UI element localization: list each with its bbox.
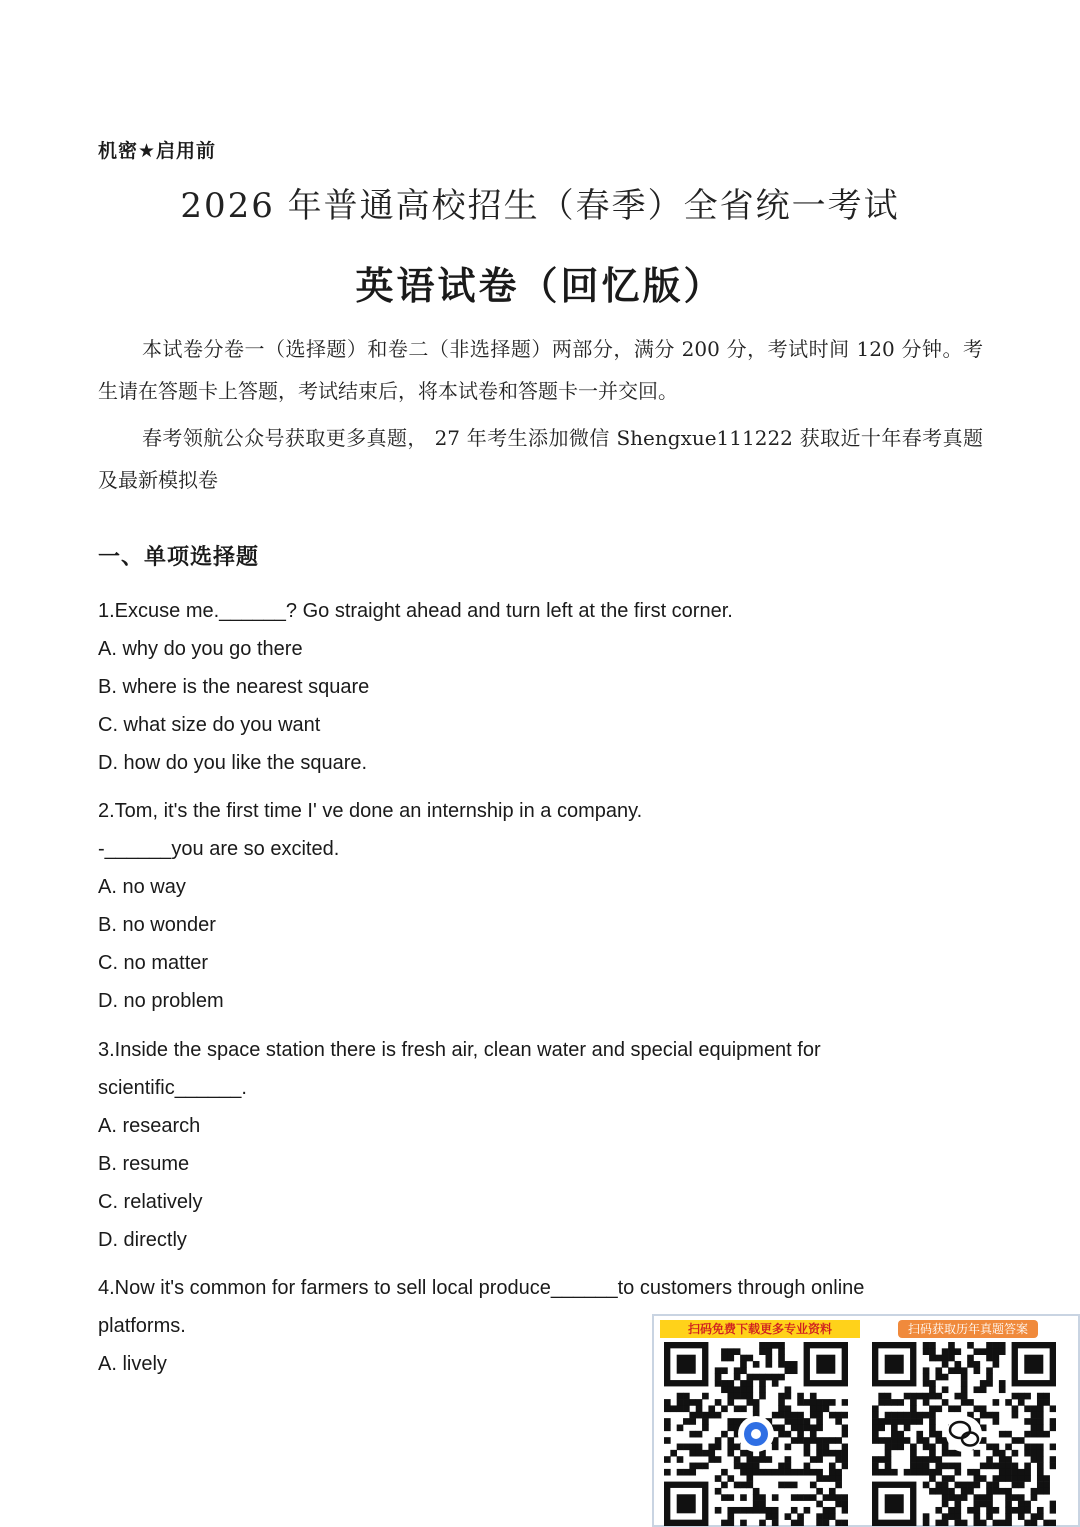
option-b: B. where is the nearest square [98,676,370,698]
instructions-paragraph: 本试卷分卷一（选择题）和卷二（非选择题）两部分，满分 200 分，考试时间 120 分钟。考生请在答题卡上答题，考试结束后，将本试卷和答题卡一并交回。 [98,337,983,403]
qr-code-panel [652,1314,1080,1527]
exam-title: 2026 年普通高校招生（春季）全省统一考试 [180,186,900,226]
download-qr-caption: 扫码免费下载更多专业资料 [660,1320,860,1338]
answers-qr-card[interactable] [868,1320,1068,1525]
answers-qr-caption: 扫码获取历年真题答案 [898,1320,1038,1338]
exam-subtitle: 英语试卷（回忆版） [355,264,725,308]
question-stem: 2.Tom, it's the first time I' ve done an internship in a company. [98,800,643,822]
option-b: B. no wonder [98,914,216,936]
question-stem: 3.Inside the space station there is fresh air, clean water and special equipment for [98,1039,821,1061]
option-d: D. no problem [98,990,224,1012]
option-a: A. why do you go there [98,638,303,660]
download-qr-card[interactable] [660,1320,860,1525]
wechat-icon [946,1416,982,1452]
answers-qr-code[interactable] [872,1342,1056,1526]
question-stem-continuation: platforms. [98,1315,186,1337]
download-qr-code[interactable] [664,1342,848,1526]
option-a: A. research [98,1115,201,1137]
option-c: C. what size do you want [98,714,321,736]
question-2 [98,792,998,1020]
question-stem: 4.Now it's common for farmers to sell local produce______to customers through online [98,1277,865,1299]
app-logo-icon [738,1416,774,1452]
option-a: A. no way [98,876,186,898]
option-d: D. directly [98,1229,187,1251]
option-b: B. resume [98,1153,190,1175]
question-3 [98,1031,998,1259]
option-a: A. lively [98,1353,167,1375]
question-stem-continuation: scientific______. [98,1077,247,1099]
section-heading: 一、单项选择题 [98,545,260,570]
option-c: C. no matter [98,952,209,974]
option-d: D. how do you like the square. [98,752,368,774]
option-c: C. relatively [98,1191,203,1213]
question-1 [98,592,998,782]
question-stem: 1.Excuse me.______? Go straight ahead and turn left at the first corner. [98,600,733,622]
question-stem-continuation: -______you are so excited. [98,838,340,860]
confidential-label: 机密★启用前 [98,140,217,162]
promo-paragraph: 春考领航公众号获取更多真题， 27 年考生添加微信 Shengxue111222 获取近十年春考真题及最新模拟卷 [98,426,983,492]
